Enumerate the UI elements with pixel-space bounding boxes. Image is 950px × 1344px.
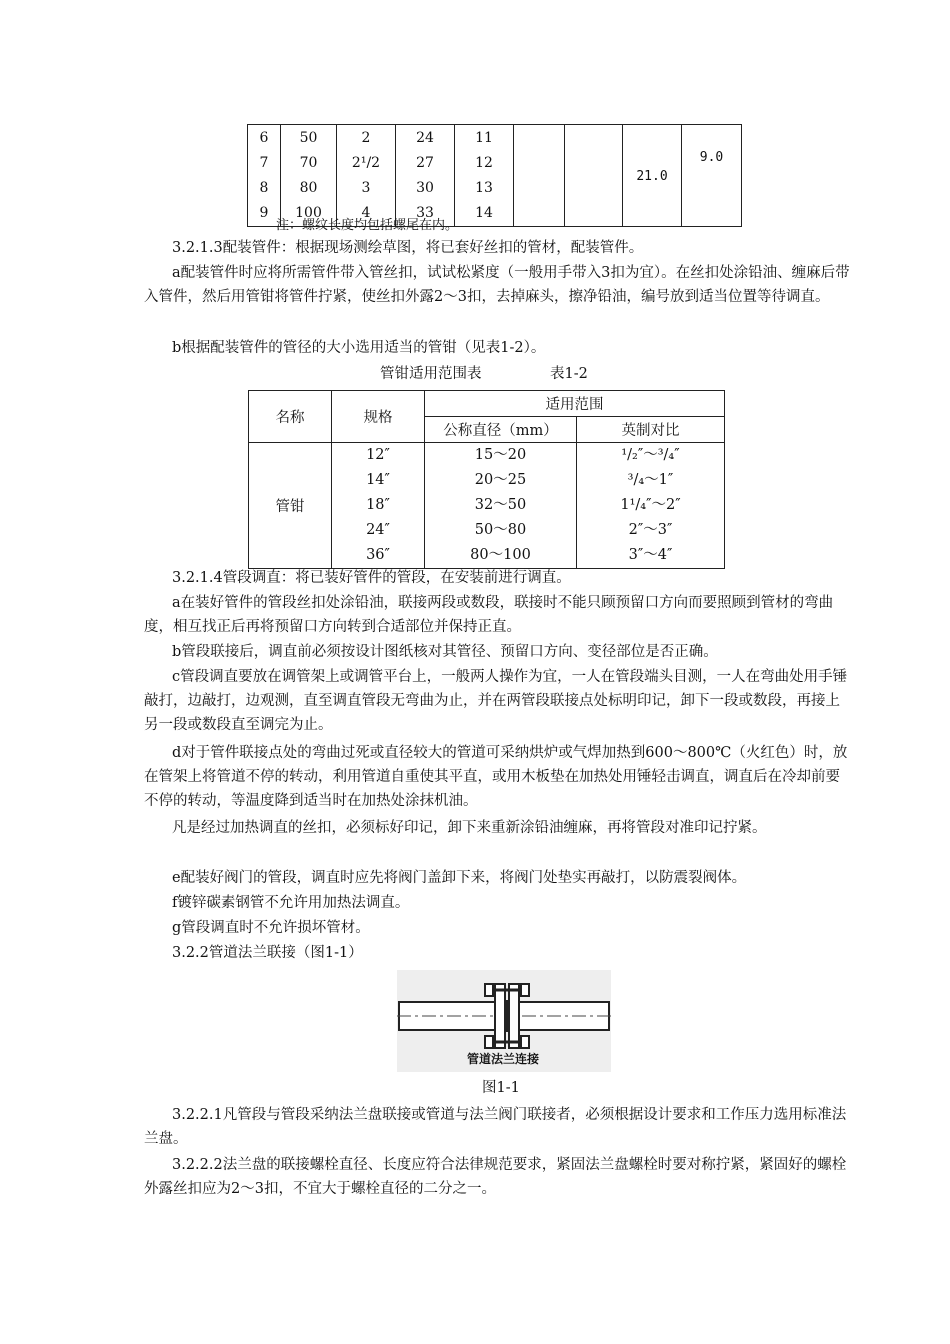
cell: 2 (361, 129, 371, 146)
cell: 12 (475, 154, 493, 171)
cell: 4 (361, 204, 371, 221)
thread-length-table (247, 124, 742, 227)
col-f (565, 125, 623, 227)
col-d (455, 125, 514, 227)
cell: 1¹/₄″～2″ (620, 497, 681, 513)
header-spec: 规格 (332, 391, 425, 443)
cell: ¹/₂″～³/₄″ (621, 447, 680, 463)
table2-label: 表1-2 (550, 366, 588, 382)
flange-figure (397, 970, 611, 1072)
para-3214b: b管段联接后，调直前必须按设计图纸核对其管径、预留口方向、变径部位是否正确。 (172, 644, 718, 660)
cell: 14″ (366, 472, 390, 488)
cell: 80～100 (470, 547, 531, 563)
cell: 13 (475, 179, 493, 196)
cell: 21.0 (636, 168, 668, 184)
cell: 30 (416, 179, 434, 196)
cell: 7 (259, 155, 269, 171)
header-inch: 英制对比 (577, 417, 725, 443)
cell: 32～50 (474, 497, 527, 513)
para-3214: 3.2.1.4管段调直：将已装好管件的管段，在安装前进行调直。 (172, 570, 571, 586)
cell: 18″ (366, 497, 390, 513)
col-c (396, 125, 455, 227)
col-merged-2 (682, 125, 742, 227)
cell: 27 (416, 154, 434, 171)
para-3222: 3.2.2.2法兰盘的联接螺栓直径、长度应符合法律规范要求，紧固法兰盘螺栓时要对称拧紧，紧固好的螺栓外露丝扣应为2～3扣，不宜大于螺栓直径的二分之一。 (144, 1157, 847, 1197)
pipe-wrench-table (248, 390, 725, 569)
para-322: 3.2.2管道法兰联接（图1-1） (172, 945, 363, 961)
para-3221: 3.2.2.1凡管段与管段采纳法兰盘联接或管道与法兰阀门联接者，必须根据设计要求和工作压力选用标准法兰盘。 (144, 1107, 847, 1147)
cell: 8 (259, 180, 269, 196)
figure-caption: 图1-1 (482, 1080, 520, 1096)
cell: 11 (475, 129, 493, 146)
cell: 80 (299, 179, 318, 196)
header-name: 名称 (249, 391, 332, 443)
para-3214g: g管段调直时不允许损坏管材。 (172, 920, 370, 936)
cell: 14 (475, 204, 493, 221)
cell: 2″～3″ (628, 522, 673, 538)
cell-name: 管钳 (249, 443, 332, 569)
cell: 15～20 (474, 447, 527, 463)
para-3214f: f镀锌碳素钢管不允许用加热法调直。 (172, 895, 410, 911)
para-3214a: a在装好管件的管段丝扣处涂铅油，联接两段或数段，联接时不能只顾预留口方向而要照顾到管材的弯曲度，相互找正后再将预留口方向转到合适部位并保持正直。 (144, 595, 834, 635)
table2-title: 管钳适用范围表 (380, 366, 482, 382)
cell: 9 (259, 205, 269, 221)
cell: 20～25 (474, 472, 527, 488)
col-merged-1 (623, 125, 682, 227)
para-3214d: d对于管件联接点处的弯曲过死或直径较大的管道可采纳烘炉或气焊加热到600～800℃（火红色）时，放在管架上将管道不停的转动，利用管道自重使其平直，或用木板垫在加热处用锤轻击调直，调直后在冷却前要不停的转动，等温度降到适当时在加热处涂抹机油。 (144, 745, 848, 809)
col-dias (425, 443, 577, 569)
cell: 12″ (366, 447, 390, 463)
col-specs (332, 443, 425, 569)
para-3214e: e配装好阀门的管段，调直时应先将阀门盖卸下来，将阀门处垫实再敲打，以防震裂阀体。 (172, 870, 747, 886)
cell: 36″ (366, 547, 390, 563)
cell: 33 (416, 204, 434, 221)
cell: 9.0 (699, 150, 724, 165)
cell: 24″ (366, 522, 390, 538)
cell: 6 (259, 130, 269, 146)
cell: 100 (295, 204, 322, 221)
para-3213a: a配装管件时应将所需管件带入管丝扣，试试松紧度（一般用手带入3扣为宜）。在丝扣处涂铅油、缠麻后带入管件，然后用管钳将管件拧紧，使丝扣外露2～3扣，去掉麻头，擦净铅油，编号放到适当位置等待调直。 (144, 265, 850, 305)
para-3214d2: 凡是经过加热调直的丝扣，必须标好印记，卸下来重新涂铅油缠麻，再将管段对准印记拧紧。 (172, 820, 767, 836)
header-dia: 公称直径（mm） (425, 417, 577, 443)
figure-inner-caption: 管道法兰连接 (467, 1052, 540, 1066)
para-3213: 3.2.1.3配装管件：根据现场测绘草图，将已套好丝扣的管材，配装管件。 (172, 240, 644, 256)
col-inches (577, 443, 725, 569)
col-e (514, 125, 565, 227)
cell: 50 (299, 129, 318, 146)
cell: 24 (416, 129, 434, 146)
cell: 3″～4″ (628, 547, 673, 563)
table-note: 注：螺纹长度均包括螺尾在内。 (276, 218, 459, 233)
cell: 3 (361, 179, 371, 196)
cell: 70 (299, 154, 318, 171)
col-b (337, 125, 396, 227)
para-3214c: c管段调直要放在调管架上或调管平台上，一般两人操作为宜，一人在管段端头目测，一人在弯曲处用手锤敲打，边敲打，边观测，直至调直管段无弯曲为止，并在两管段联接点处标明印记，卸下一段或数段，再接上另一段或数段直至调完为止。 (144, 669, 848, 733)
cell: 2¹/2 (351, 154, 381, 171)
header-range: 适用范围 (425, 391, 725, 417)
para-3213b: b根据配装管件的管径的大小选用适当的管钳（见表1-2）。 (172, 340, 546, 356)
cell: ³/₄～1″ (627, 472, 674, 488)
col-no (248, 125, 281, 227)
col-a (281, 125, 337, 227)
cell: 50～80 (474, 522, 527, 538)
